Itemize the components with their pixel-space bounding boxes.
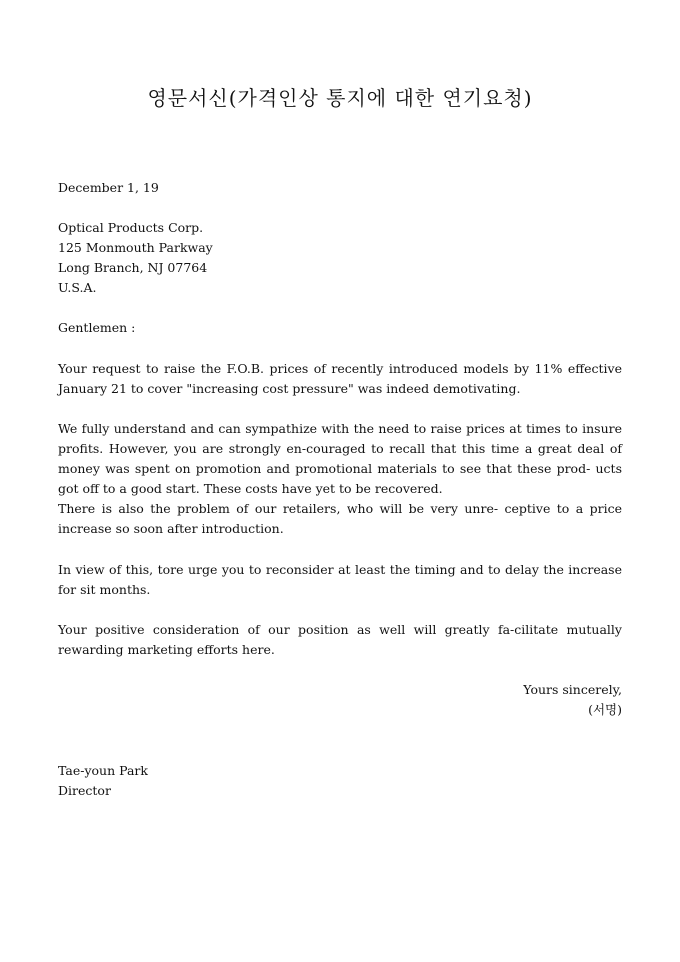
salutation: Gentlemen : (58, 320, 136, 335)
paragraph-1: Your request to raise the F.O.B. prices of recently introduced models by 11% effective January 21 to cover "increasing cost pressure" was indeed demotivating. (58, 361, 622, 396)
recipient-address (58, 218, 622, 298)
document-title: 영문서신(가격인상 통지에 대한 연기요청) (147, 86, 533, 110)
recipient-line-4: U.S.A. (58, 280, 97, 295)
letter-date: December 1, 19 (58, 180, 159, 195)
paragraph-2: We fully understand and can sympathize with the need to raise prices at times to insure profits. However, you are strongly en-couraged to recall that this time a great deal of money was spent on promotion and promotional materials to see that these prod- ucts got off to a good start. These costs have yet to be recovered. (58, 421, 622, 496)
closing-text: Yours sincerely, (523, 682, 622, 697)
signer-block (58, 761, 622, 801)
recipient-line-2: 125 Monmouth Parkway (58, 240, 213, 255)
paragraph-5: Your positive consideration of our position as well will greatly fa-cilitate mutually rewarding marketing efforts here. (58, 622, 622, 657)
signature-note: (서명) (588, 702, 622, 717)
closing (523, 680, 622, 720)
signer-name: Tae-youn Park (58, 763, 148, 778)
recipient-line-1: Optical Products Corp. (58, 220, 204, 235)
paragraph-3: There is also the problem of our retailers, who will be very unre- ceptive to a price increase so soon after introduction. (58, 501, 622, 536)
signer-title: Director (58, 783, 111, 798)
paragraph-4: In view of this, tore urge you to reconsider at least the timing and to delay the increase for sit months. (58, 562, 622, 597)
recipient-line-3: Long Branch, NJ 07764 (58, 260, 208, 275)
